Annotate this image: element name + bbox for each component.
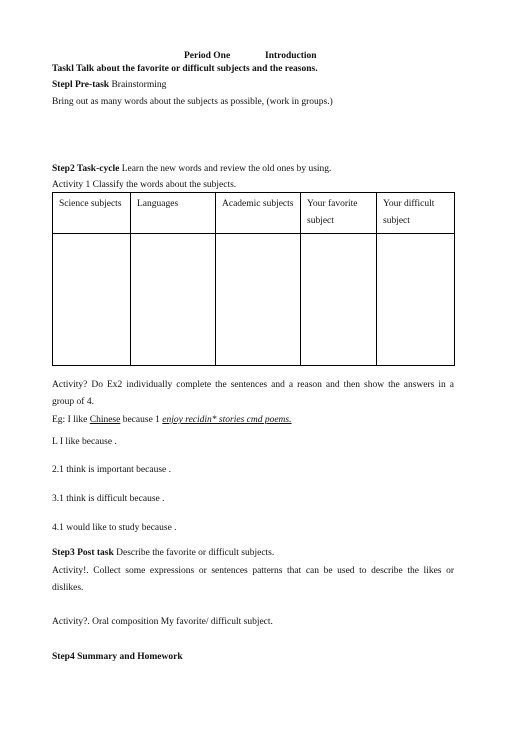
- activity1-label: Activity 1 Classify the words about the subjects.: [52, 180, 237, 190]
- step1-instruction: Bring out as many words about the subjects as possible, (work in groups.): [52, 97, 333, 107]
- task1-title: Taskl Talk about the favorite or difficult subjects and the reasons.: [52, 64, 318, 74]
- step3-activity2: Activity?. Oral composition My favorite/ difficult subject.: [52, 617, 273, 627]
- exercise-item-2: 2.1 think is important because .: [52, 465, 171, 475]
- step1-line: [52, 80, 166, 90]
- exercise-item-4: 4.1 would like to study because .: [52, 523, 177, 533]
- subjects-table: [52, 192, 455, 366]
- table-cell[interactable]: [301, 234, 377, 366]
- step3-line: [52, 548, 274, 558]
- activity2-line2: group of 4.: [52, 397, 94, 407]
- table-row: [53, 234, 455, 366]
- example-reason: enjoy recidin* stories cmd poems.: [162, 415, 292, 425]
- table-header-row: [53, 193, 455, 234]
- step3-label: Step3 Post task: [52, 548, 114, 558]
- step3-activity1-line2: dislikes.: [52, 583, 84, 593]
- step2-text: Learn the new words and review the old ones by using.: [119, 164, 332, 174]
- header-academic: Academic subjects: [216, 193, 301, 234]
- table-cell[interactable]: [377, 234, 455, 366]
- header-science: Science subjects: [53, 193, 131, 234]
- example-mid: because 1: [120, 415, 163, 425]
- step2-line: [52, 164, 331, 174]
- table-cell[interactable]: [131, 234, 216, 366]
- header-difficult: Your difficult subject: [377, 193, 455, 234]
- step3-activity1-line1: Activity!. Collect some expressions or sentences patterns that can be used to describe the likes or: [52, 566, 454, 576]
- example-prefix: Eg: I like: [52, 415, 90, 425]
- table-cell[interactable]: [216, 234, 301, 366]
- header-languages: Languages: [131, 193, 216, 234]
- activity2-line1: Activity? Do Ex2 individually complete the sentences and a reason and then show the answers in a: [52, 380, 454, 390]
- step2-label: Step2 Task-cycle: [52, 164, 120, 174]
- topic-title: Introduction: [265, 51, 317, 61]
- step1-label: Stepl Pre-task: [52, 80, 110, 90]
- table-cell[interactable]: [53, 234, 131, 366]
- exercise-item-1: L I like because .: [52, 437, 117, 447]
- step1-text: Brainstorming: [109, 80, 167, 90]
- step3-text: Describe the favorite or difficult subjects.: [113, 548, 275, 558]
- step4-title: Step4 Summary and Homework: [52, 652, 183, 662]
- example-line: [52, 415, 292, 425]
- header-favorite: Your favorite subject: [301, 193, 377, 234]
- period-title: Period One: [184, 51, 231, 61]
- exercise-item-3: 3.1 think is difficult because .: [52, 494, 165, 504]
- example-subject: Chinese: [89, 415, 121, 425]
